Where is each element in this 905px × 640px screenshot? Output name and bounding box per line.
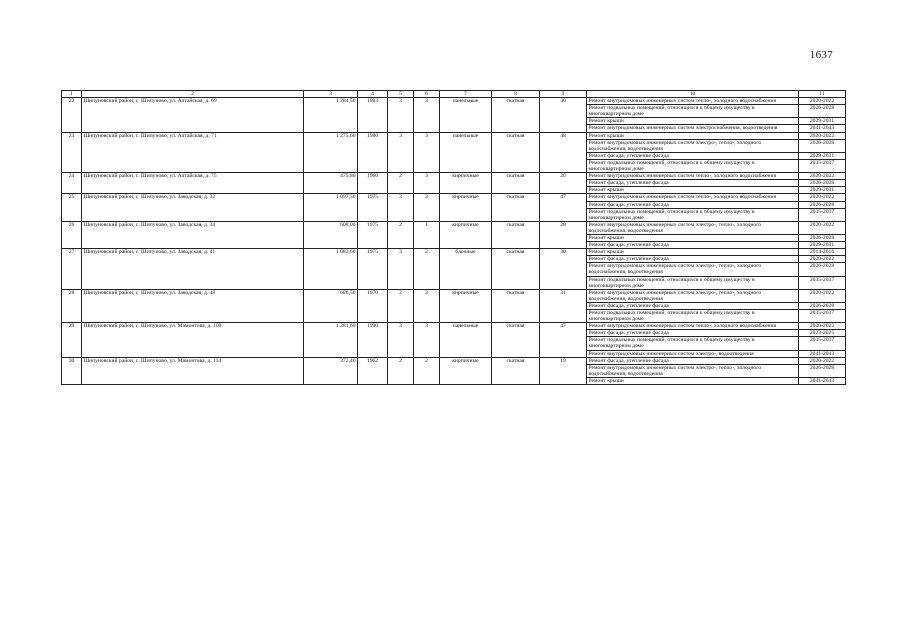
wall-material-cell: панельные [440, 132, 492, 173]
work-type-cell: Ремонт внутридомовых инженерных систем электро-, тепло-, холодного водоснабжения, водоотведения [587, 289, 799, 302]
work-period-cell: 2014-2016 [799, 249, 846, 256]
floors-cell: 3 [388, 98, 414, 132]
column-number-9: 9 [540, 91, 587, 98]
floors-cell: 2 [388, 357, 414, 384]
year-built-cell: 1975 [358, 221, 388, 248]
area-cell: 1 083,60 [304, 249, 358, 290]
entrances-cell: 2 [414, 357, 440, 384]
year-built-cell: 1966 [358, 173, 388, 194]
apartments-cell: 47 [540, 194, 587, 221]
address-cell: Шипуновский район, с. Шипуново, ул. Заводская, д. 34 [82, 221, 304, 248]
column-number-8: 8 [492, 91, 540, 98]
work-period-cell: 2035-2037 [799, 276, 846, 289]
area-cell: 1 284,50 [304, 98, 358, 132]
work-period-cell: 2035-2037 [799, 337, 846, 350]
work-type-cell: Ремонт фасада, утепление фасада [587, 201, 799, 208]
work-type-cell: Ремонт фасада, утепление фасада [587, 302, 799, 309]
address-cell: Шипуновский район, с. Шипуново, ул. Мамонтова, д. 109 [82, 323, 304, 357]
roof-type-cell: скатная [492, 289, 540, 322]
column-number-4: 4 [358, 91, 388, 98]
work-period-cell: 2020-2022 [799, 132, 846, 139]
year-built-cell: 1986 [358, 132, 388, 173]
entrances-cell: 2 [414, 249, 440, 290]
apartments-cell: 28 [540, 221, 587, 248]
work-period-cell: 2026-2028 [799, 180, 846, 187]
roof-type-cell: скатная [492, 98, 540, 132]
entrances-cell: 3 [414, 323, 440, 357]
year-built-cell: 1962 [358, 357, 388, 384]
floors-cell: 3 [388, 194, 414, 221]
work-period-cell: 2020-2022 [799, 98, 846, 105]
work-type-cell: Ремонт внутридомовых инженерных систем тепло-, холодного водоснабжения [587, 323, 799, 330]
year-built-cell: 1983 [358, 98, 388, 132]
wall-material-cell: кирпичные [440, 173, 492, 194]
work-period-cell: 2020-2022 [799, 256, 846, 263]
work-type-cell: Ремонт внутридомовых инженерных систем тепло-, холодного водоснабжения [587, 173, 799, 180]
column-number-5: 5 [388, 91, 414, 98]
apartments-cell: 20 [540, 173, 587, 194]
work-period-cell: 2020-2022 [799, 173, 846, 180]
work-period-cell: 2026-2028 [799, 364, 846, 377]
address-cell: Шипуновский район, с. Шипуново, ул. Заводская, д. 32 [82, 194, 304, 221]
roof-type-cell: скатная [492, 249, 540, 290]
work-type-cell: Ремонт внутридомовых инженерных систем электроснабжения, водоотведения [587, 125, 799, 132]
table-row [62, 194, 846, 201]
column-number-6: 6 [414, 91, 440, 98]
work-period-cell: 2029-2031 [799, 118, 846, 125]
work-type-cell: Ремонт подвальных помещений, относящихся к общему имуществу в многоквартирном доме [587, 159, 799, 172]
wall-material-cell: кирпичные [440, 194, 492, 221]
entrances-cell: 3 [414, 98, 440, 132]
address-cell: Шипуновский район, с. Шипуново, ул. Мамонтова, д. 114 [82, 357, 304, 384]
work-type-cell: Ремонт внутридомовых инженерных систем тепло-, холодного водоснабжения [587, 194, 799, 201]
table-body [62, 98, 846, 385]
column-number-10: 10 [587, 91, 799, 98]
entrances-cell: 3 [414, 132, 440, 173]
work-type-cell: Ремонт крыши [587, 118, 799, 125]
column-number-1: 1 [62, 91, 82, 98]
work-period-cell: 2041-2043 [799, 350, 846, 357]
area-cell: 475,80 [304, 173, 358, 194]
work-type-cell: Ремонт внутридомовых инженерных систем электро-, тепло-, холодного водоснабжения, водоотведения [587, 263, 799, 276]
work-period-cell: 2035-2037 [799, 159, 846, 172]
column-number-11: 11 [799, 91, 846, 98]
address-cell: Шипуновский район, с. Шипуново, ул. Алтайская, д. 75 [82, 173, 304, 194]
house-number-cell: 30 [62, 357, 82, 384]
work-period-cell: 2026-2028 [799, 201, 846, 208]
house-number-cell: 26 [62, 221, 82, 248]
wall-material-cell: панельные [440, 323, 492, 357]
wall-material-cell: кирпичные [440, 221, 492, 248]
work-type-cell: Ремонт крыши [587, 132, 799, 139]
work-type-cell: Ремонт фасада, утепление фасада [587, 180, 799, 187]
work-type-cell: Ремонт крыши [587, 187, 799, 194]
work-period-cell: 2020-2022 [799, 323, 846, 330]
work-type-cell: Ремонт внутридомовых инженерных систем тепло-, холодного водоснабжения [587, 98, 799, 105]
work-period-cell: 2029-2031 [799, 242, 846, 249]
roof-type-cell: скатная [492, 357, 540, 384]
house-number-cell: 29 [62, 323, 82, 357]
apartments-cell: 19 [540, 357, 587, 384]
wall-material-cell: кирпичные [440, 289, 492, 322]
house-number-cell: 27 [62, 249, 82, 290]
floors-cell: 2 [388, 289, 414, 322]
area-cell: 372,40 [304, 357, 358, 384]
table-header [62, 91, 846, 98]
work-type-cell: Ремонт крыши [587, 234, 799, 241]
table-row [62, 323, 846, 330]
table-row [62, 249, 846, 256]
address-cell: Шипуновский район, с. Шипуново, ул. Алтайская, д. 69 [82, 98, 304, 132]
work-period-cell: 2041-2043 [799, 377, 846, 384]
roof-type-cell: скатная [492, 323, 540, 357]
house-number-cell: 22 [62, 98, 82, 132]
work-period-cell: 2029-2031 [799, 152, 846, 159]
roof-type-cell: скатная [492, 173, 540, 194]
address-cell: Шипуновский район, с. Шипуново, ул. Заводская, д. 41 [82, 249, 304, 290]
roof-type-cell: скатная [492, 221, 540, 248]
work-period-cell: 2035-2037 [799, 310, 846, 323]
work-period-cell: 2020-2022 [799, 221, 846, 234]
year-built-cell: 1975 [358, 249, 388, 290]
floors-cell: 3 [388, 132, 414, 173]
column-number-7: 7 [440, 91, 492, 98]
work-type-cell: Ремонт внутридомовых инженерных систем электро-, тепло-, холодного водоснабжения, водоотведения [587, 139, 799, 152]
table-row [62, 221, 846, 234]
apartments-cell: 48 [540, 132, 587, 173]
year-built-cell: 1970 [358, 289, 388, 322]
floors-cell: 2 [388, 173, 414, 194]
apartments-cell: 30 [540, 249, 587, 290]
work-period-cell: 2035-2037 [799, 208, 846, 221]
area-cell: 1 281,60 [304, 323, 358, 357]
area-cell: 608,00 [304, 221, 358, 248]
work-type-cell: Ремонт крыши [587, 249, 799, 256]
work-period-cell: 2026-2028 [799, 105, 846, 118]
work-period-cell: 2020-2022 [799, 194, 846, 201]
work-type-cell: Ремонт крыши [587, 377, 799, 384]
roof-type-cell: скатная [492, 132, 540, 173]
table-row [62, 289, 846, 302]
table-row [62, 173, 846, 180]
work-type-cell: Ремонт подвальных помещений, относящихся к общему имуществу в многоквартирном доме [587, 276, 799, 289]
work-type-cell: Ремонт внутридомовых инженерных систем электро-, тепло-, холодного водоснабжения, водоотведения [587, 364, 799, 377]
table-row [62, 98, 846, 105]
entrances-cell: 1 [414, 221, 440, 248]
work-period-cell: 2026-2028 [799, 263, 846, 276]
work-type-cell: Ремонт подвальных помещений, относящихся к общему имуществу в многоквартирном доме [587, 208, 799, 221]
wall-material-cell: панельные [440, 98, 492, 132]
work-period-cell: 2026-2028 [799, 139, 846, 152]
work-type-cell: Ремонт фасада, утепление фасада [587, 242, 799, 249]
area-cell: 686,50 [304, 289, 358, 322]
house-number-cell: 25 [62, 194, 82, 221]
floors-cell: 2 [388, 221, 414, 248]
column-number-row [62, 91, 846, 98]
apartments-cell: 47 [540, 323, 587, 357]
repair-schedule-table [61, 90, 846, 385]
work-period-cell: 2020-2022 [799, 357, 846, 364]
work-type-cell: Ремонт фасада, утепление фасада [587, 330, 799, 337]
wall-material-cell: кирпичные [440, 357, 492, 384]
work-type-cell: Ремонт подвальных помещений, относящихся к общему имуществу в многоквартирном доме [587, 105, 799, 118]
work-period-cell: 2041-2043 [799, 125, 846, 132]
page-number: 1637 [809, 49, 833, 61]
entrances-cell: 2 [414, 289, 440, 322]
apartments-cell: 40 [540, 98, 587, 132]
work-type-cell: Ремонт подвальных помещений, относящихся к общему имуществу в многоквартирном доме [587, 337, 799, 350]
work-type-cell: Ремонт фасада, утепление фасада [587, 357, 799, 364]
table-row [62, 357, 846, 364]
floors-cell: 3 [388, 323, 414, 357]
year-built-cell: 1990 [358, 323, 388, 357]
address-cell: Шипуновский район, с. Шипуново, ул. Алтайская, д. 71 [82, 132, 304, 173]
apartments-cell: 31 [540, 289, 587, 322]
column-number-2: 2 [82, 91, 304, 98]
work-type-cell: Ремонт подвальных помещений, относящихся к общему имуществу в многоквартирном доме [587, 310, 799, 323]
wall-material-cell: блочные [440, 249, 492, 290]
floors-cell: 3 [388, 249, 414, 290]
work-period-cell: 2023-2025 [799, 330, 846, 337]
work-period-cell: 2026-2028 [799, 302, 846, 309]
work-type-cell: Ремонт внутридомовых инженерных систем электро-, водоотведения [587, 350, 799, 357]
work-type-cell: Ремонт фасада, утепление фасада [587, 256, 799, 263]
house-number-cell: 28 [62, 289, 82, 322]
house-number-cell: 23 [62, 132, 82, 173]
entrances-cell: 2 [414, 194, 440, 221]
area-cell: 1 097,50 [304, 194, 358, 221]
house-number-cell: 24 [62, 173, 82, 194]
roof-type-cell: скатная [492, 194, 540, 221]
work-type-cell: Ремонт фасада, утепление фасада [587, 152, 799, 159]
work-type-cell: Ремонт внутридомовых инженерных систем электро-, тепло-, холодного водоснабжения, водоотведения [587, 221, 799, 234]
work-period-cell: 2026-2028 [799, 234, 846, 241]
work-period-cell: 2020-2022 [799, 289, 846, 302]
entrances-cell: 3 [414, 173, 440, 194]
year-built-cell: 1975 [358, 194, 388, 221]
table-row [62, 132, 846, 139]
address-cell: Шипуновский район, с. Шипуново, ул. Заводская, д. 48 [82, 289, 304, 322]
work-period-cell: 2029-2031 [799, 187, 846, 194]
column-number-3: 3 [304, 91, 358, 98]
area-cell: 1 275,60 [304, 132, 358, 173]
